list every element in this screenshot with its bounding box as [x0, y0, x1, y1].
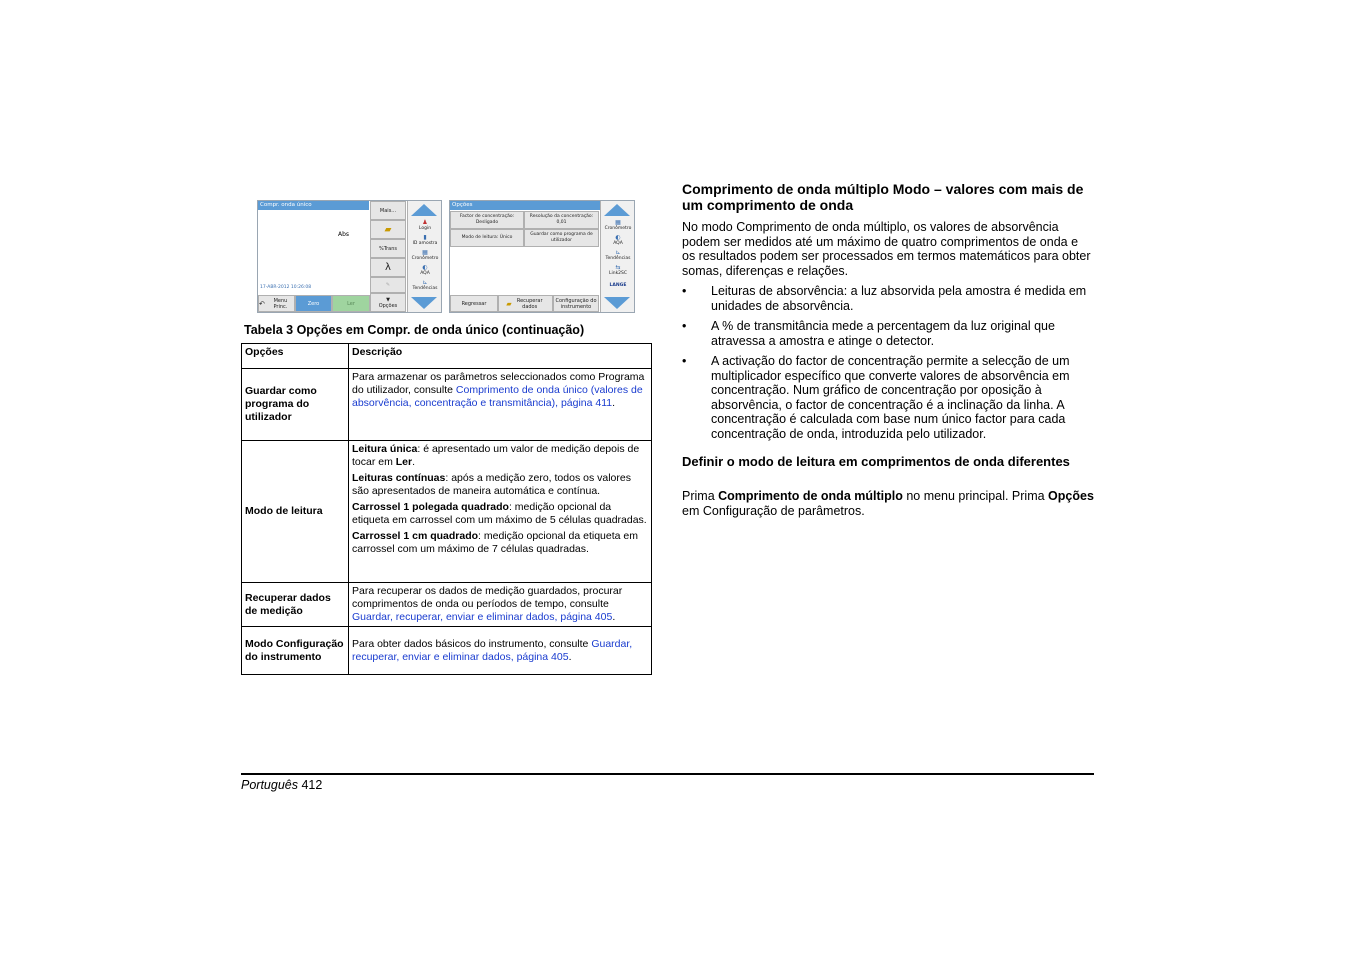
term: Leitura única — [352, 443, 418, 455]
zero-button[interactable]: Zero — [295, 295, 332, 312]
aqa-item[interactable] — [408, 264, 442, 276]
link-item[interactable] — [601, 264, 635, 276]
save-folder-button[interactable] — [370, 220, 406, 239]
option-name: Modo de leitura — [242, 441, 349, 583]
sample-id-label: ID amostra — [412, 241, 438, 246]
instrument-config-button[interactable]: Configuração do instrumento — [553, 295, 599, 312]
concentration-factor-button[interactable]: Factor de concentração: Desligado — [450, 211, 524, 229]
option-description — [349, 583, 652, 627]
timer-item[interactable] — [408, 249, 442, 261]
option-description — [349, 369, 652, 441]
desc-text: Para armazenar os parâmetros seleccionados como Programa do utilizador, consulte — [352, 371, 645, 396]
abs-label: Abs — [338, 231, 350, 238]
lange-logo-icon: LANGE — [609, 283, 627, 288]
aqa-icon: ◐ — [615, 234, 621, 241]
aqa-label: AQA — [613, 241, 623, 246]
option-description — [349, 627, 652, 675]
term: Carrossel 1 polegada quadrado — [352, 501, 509, 513]
desc-end: . — [568, 650, 572, 663]
desc-text: Para obter dados básicos do instrumento, consulte — [352, 637, 592, 650]
bullet-symbol: • — [682, 354, 687, 368]
lange-item[interactable] — [601, 283, 635, 288]
instr-text: no menu principal. Prima — [902, 489, 1049, 503]
header-options: Opções — [242, 344, 349, 369]
main-menu-button[interactable] — [258, 295, 295, 312]
bullet-text: A % de transmitância mede a percentagem da luz original que atravessa a amostra e atinge o detector. — [711, 319, 1055, 348]
link-icon: ⇆ — [615, 264, 621, 271]
option-description — [349, 441, 652, 583]
trans-button[interactable]: %Trans — [370, 239, 406, 258]
back-button[interactable]: Regressar — [450, 295, 498, 312]
main-menu-label: Menu Princ. — [273, 297, 288, 310]
return-icon: ↶ — [259, 299, 265, 308]
chevron-down-icon: ▼ — [386, 296, 390, 303]
scroll-up-icon[interactable] — [411, 204, 437, 216]
lambda-button[interactable]: λ — [370, 258, 406, 277]
header-description: Descrição — [349, 344, 652, 369]
screen-title: Opções — [450, 201, 600, 210]
concentration-resolution-button[interactable]: Resolução da concentração: 0,01 — [524, 211, 599, 229]
footer-rule — [241, 773, 1094, 775]
desc-text: : é apresentado um valor de medição depois de tocar em — [352, 443, 640, 468]
aqa-icon: ◐ — [422, 264, 428, 271]
term: Ler — [395, 456, 413, 468]
folder-icon: ▰ — [384, 224, 392, 235]
page-number: 412 — [301, 778, 323, 792]
recall-data-label: Recuperar dados — [516, 297, 543, 310]
read-button[interactable]: Ler — [332, 295, 370, 312]
instruction-paragraph — [682, 489, 1094, 518]
trends-item[interactable] — [408, 279, 442, 291]
table-row — [242, 583, 652, 627]
person-icon: ♟ — [422, 219, 428, 226]
vial-icon: ▮ — [423, 234, 427, 241]
instr-text: Prima — [682, 489, 719, 503]
scroll-down-icon[interactable] — [604, 297, 630, 309]
desc-end: . — [412, 456, 416, 468]
trend-chart-icon: ⊾ — [422, 279, 428, 286]
table-row — [242, 369, 652, 441]
intro-paragraph: No modo Comprimento de onda múltiplo, os valores de absorvência podem ser medidos até um máximo de quatro comprimentos de onda e os resultados podem ser processados em termos matemáticos para obter somas, diferenças e relações. — [682, 220, 1091, 278]
timer-label: Cronômetro — [604, 226, 632, 231]
options-label: Opções — [378, 302, 398, 309]
instr-term: Opções — [1048, 489, 1094, 503]
page-footer — [241, 778, 322, 792]
option-name: Modo Configuração do instrumento — [242, 627, 349, 675]
option-name: Guardar como programa do utilizador — [242, 369, 349, 441]
desc-end: . — [612, 611, 616, 623]
desc-paragraph — [352, 530, 648, 556]
options-button[interactable] — [370, 293, 406, 312]
desc-paragraph — [352, 472, 648, 498]
more-button[interactable]: Mais... — [370, 201, 406, 220]
aqa-label: AQA — [420, 271, 430, 276]
instr-term: Comprimento de onda múltiplo — [718, 489, 903, 503]
footer-language: Português — [241, 778, 298, 792]
timer-item[interactable] — [601, 219, 635, 231]
desc-text: Para recuperar os dados de medição guardados, procurar comprimentos de onda ou períodos de tempo, consulte — [352, 585, 623, 610]
table-row — [242, 441, 652, 583]
link-label: Link2SC — [608, 271, 628, 276]
sample-id-item[interactable] — [408, 234, 442, 246]
trends-label: Tendências — [412, 286, 438, 291]
cross-reference-link[interactable]: Guardar, recuperar, enviar e eliminar dados, página 405 — [352, 611, 613, 623]
timer-label: Cronômetro — [411, 256, 439, 261]
desc-text: : medição opcional da etiqueta em carrossel com um máximo de 7 células quadradas. — [352, 530, 638, 555]
subsection-heading: Definir o modo de leitura em comprimentos de onda diferentes — [682, 454, 1070, 469]
table-row — [242, 627, 652, 675]
term: Carrossel 1 cm quadrado — [352, 530, 479, 542]
desc-text: : após a medição zero, todos os valores são apresentados de maneira automática e contínua. — [352, 472, 631, 497]
bullet-text: Leituras de absorvência: a luz absorvida pela amostra é medida em unidades de absorvência. — [711, 284, 1087, 313]
date-label: 17-ABR-2012 10:26:08 — [260, 285, 312, 290]
option-name: Recuperar dados de medição — [242, 583, 349, 627]
desc-paragraph — [352, 443, 648, 469]
screenshot-options — [449, 200, 635, 313]
bullet-symbol: • — [682, 284, 687, 298]
table-caption: Tabela 3 Opções em Compr. de onda único (continuação) — [244, 323, 585, 337]
desc-text: : medição opcional da etiqueta em carrossel com um máximo de 5 células quadradas. — [352, 501, 647, 526]
scroll-up-icon[interactable] — [604, 204, 630, 216]
scroll-down-icon[interactable] — [411, 297, 437, 309]
trend-chart-icon: ⊾ — [615, 249, 621, 256]
term: Leituras contínuas — [352, 472, 446, 484]
section-heading: Comprimento de onda múltiplo Modo – valores com mais de um comprimento de onda — [682, 181, 1084, 213]
screenshot-single-wavelength — [257, 200, 442, 313]
recall-data-button[interactable] — [498, 295, 553, 312]
empty-button[interactable] — [370, 277, 406, 293]
cross-reference-link[interactable]: Guardar, recuperar, enviar e eliminar dados, página 405 — [352, 637, 633, 663]
timer-icon: ▦ — [422, 249, 428, 256]
cross-reference-link[interactable]: Comprimento de onda único (valores de absorvência, concentração e transmitância), página 411 — [352, 384, 643, 409]
save-user-program-button[interactable]: Guardar como programa de utilizador — [524, 229, 599, 247]
login-item[interactable] — [408, 219, 442, 231]
timer-icon: ▦ — [615, 219, 621, 226]
read-mode-button[interactable]: Modo de leitura: Único — [450, 229, 524, 247]
trends-label: Tendências — [605, 256, 631, 261]
bullet-text: A activação do factor de concentração permite a selecção de um multiplicador específico que converte valores de absorvência em concentração. Num gráfico de concentração por oposição à absorvência, o factor de concentração é a inclinação da linha. A concentração é calculada com base num único factor para cada concentração de onda, introduzida pelo utilizador. — [711, 354, 1070, 441]
bullet-symbol: • — [682, 319, 687, 333]
aqa-item[interactable] — [601, 234, 635, 246]
desc-end: . — [612, 397, 616, 409]
options-table — [241, 343, 652, 675]
pen-icon: ✎ — [385, 282, 391, 288]
table-header-row — [242, 344, 652, 369]
instr-text: em Configuração de parâmetros. — [682, 503, 865, 518]
login-label: Login — [418, 226, 432, 231]
trends-item[interactable] — [601, 249, 635, 261]
desc-paragraph — [352, 501, 648, 527]
sidebar — [600, 201, 635, 312]
screen-title: Compr. onda único — [258, 201, 369, 210]
sidebar — [407, 201, 442, 312]
folder-icon: ▰ — [506, 299, 512, 308]
